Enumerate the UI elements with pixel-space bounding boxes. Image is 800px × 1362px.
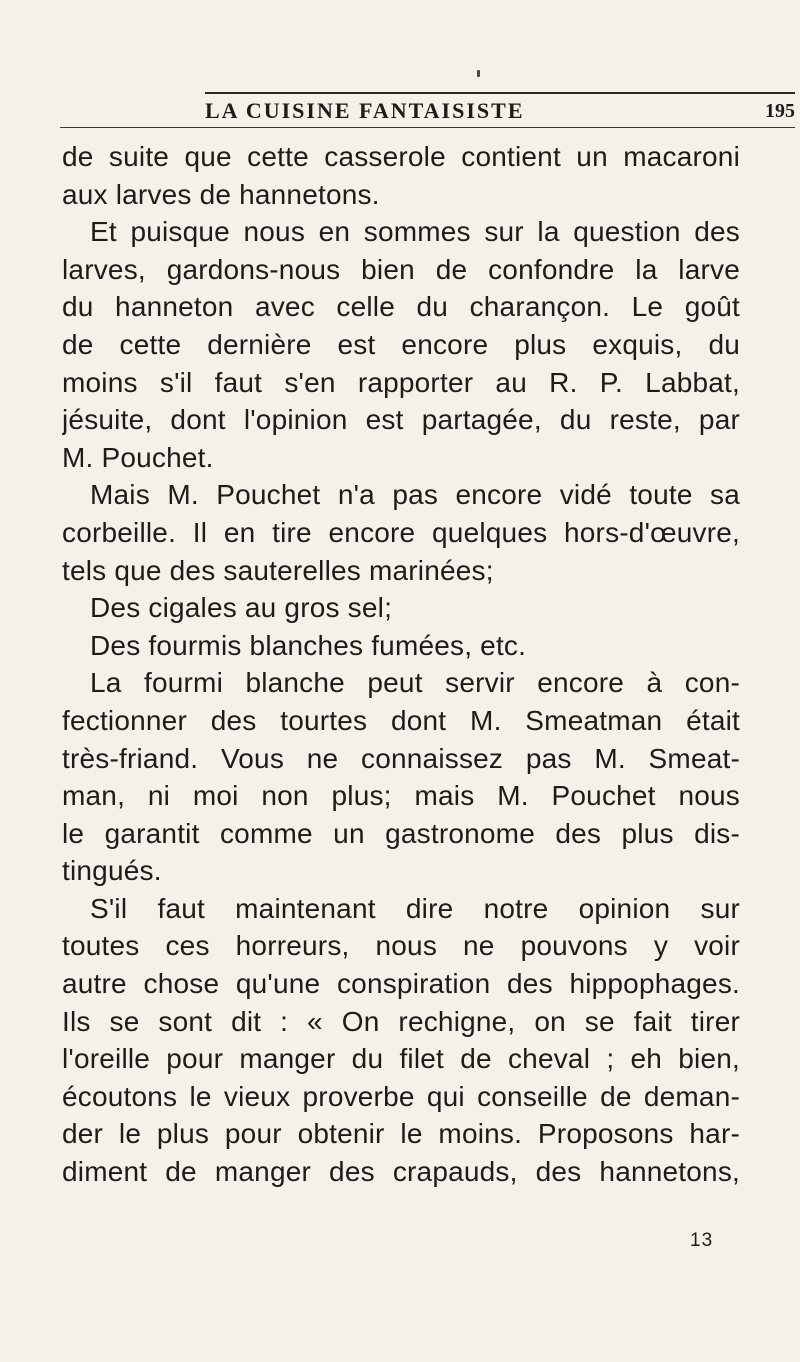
ink-speck: [477, 70, 480, 77]
text-line: man, ni moi non plus; mais M. Pouchet nous: [62, 780, 740, 812]
running-head: [205, 92, 795, 123]
text-line: tels que des sauterelles marinées;: [62, 554, 494, 586]
header-rule-bottom: [60, 127, 795, 128]
text-line: Et puisque nous en sommes sur la question des: [90, 216, 740, 248]
text-line: Des fourmis blanches fumées, etc.: [90, 629, 527, 661]
text-line: le garantit comme un gastronome des plus dis-: [62, 817, 740, 849]
text-line: larves, gardons-nous bien de confondre la larve: [62, 253, 740, 285]
text-line: de suite que cette casserole contient un macaroni: [62, 141, 740, 172]
text-line: tingués.: [62, 855, 162, 887]
text-line: corbeille. Il en tire encore quelques hors-d'œuvre,: [62, 516, 740, 548]
page-number: 195: [765, 100, 795, 122]
signature-mark: 13: [690, 1230, 714, 1251]
text-line: écoutons le vieux proverbe qui conseille de deman-: [62, 1080, 740, 1112]
text-line: der le plus pour obtenir le moins. Proposons har-: [62, 1118, 740, 1150]
text-line: du hanneton avec celle du charançon. Le goût: [62, 291, 740, 323]
text-line: Des cigales au gros sel;: [90, 592, 393, 624]
text-line: aux larves de hannetons.: [62, 178, 380, 210]
running-title: LA CUISINE FANTAISISTE: [205, 98, 525, 123]
text-line: autre chose qu'une conspiration des hippophages.: [62, 968, 740, 1000]
text-line: M. Pouchet.: [62, 441, 214, 473]
text-line: fectionner des tourtes dont M. Smeatman était: [62, 704, 740, 736]
text-line: l'oreille pour manger du filet de cheval ; eh bien,: [62, 1043, 740, 1075]
text-line: S'il faut maintenant dire notre opinion sur: [90, 892, 740, 924]
text-line: Mais M. Pouchet n'a pas encore vidé toute sa: [90, 479, 740, 511]
body-text: [62, 138, 740, 1191]
text-line: très-friand. Vous ne connaissez pas M. Smeat-: [62, 742, 740, 774]
text-line: Ils se sont dit : « On rechigne, on se fait tirer: [62, 1005, 740, 1037]
text-line: La fourmi blanche peut servir encore à con-: [90, 667, 740, 699]
text-line: de cette dernière est encore plus exquis, du: [62, 328, 740, 360]
text-line: moins s'il faut s'en rapporter au R. P. Labbat,: [62, 366, 740, 398]
text-line: toutes ces horreurs, nous ne pouvons y voir: [62, 930, 740, 962]
text-line: diment de manger des crapauds, des hannetons,: [62, 1156, 740, 1188]
text-line: jésuite, dont l'opinion est partagée, du reste, par: [62, 404, 740, 436]
